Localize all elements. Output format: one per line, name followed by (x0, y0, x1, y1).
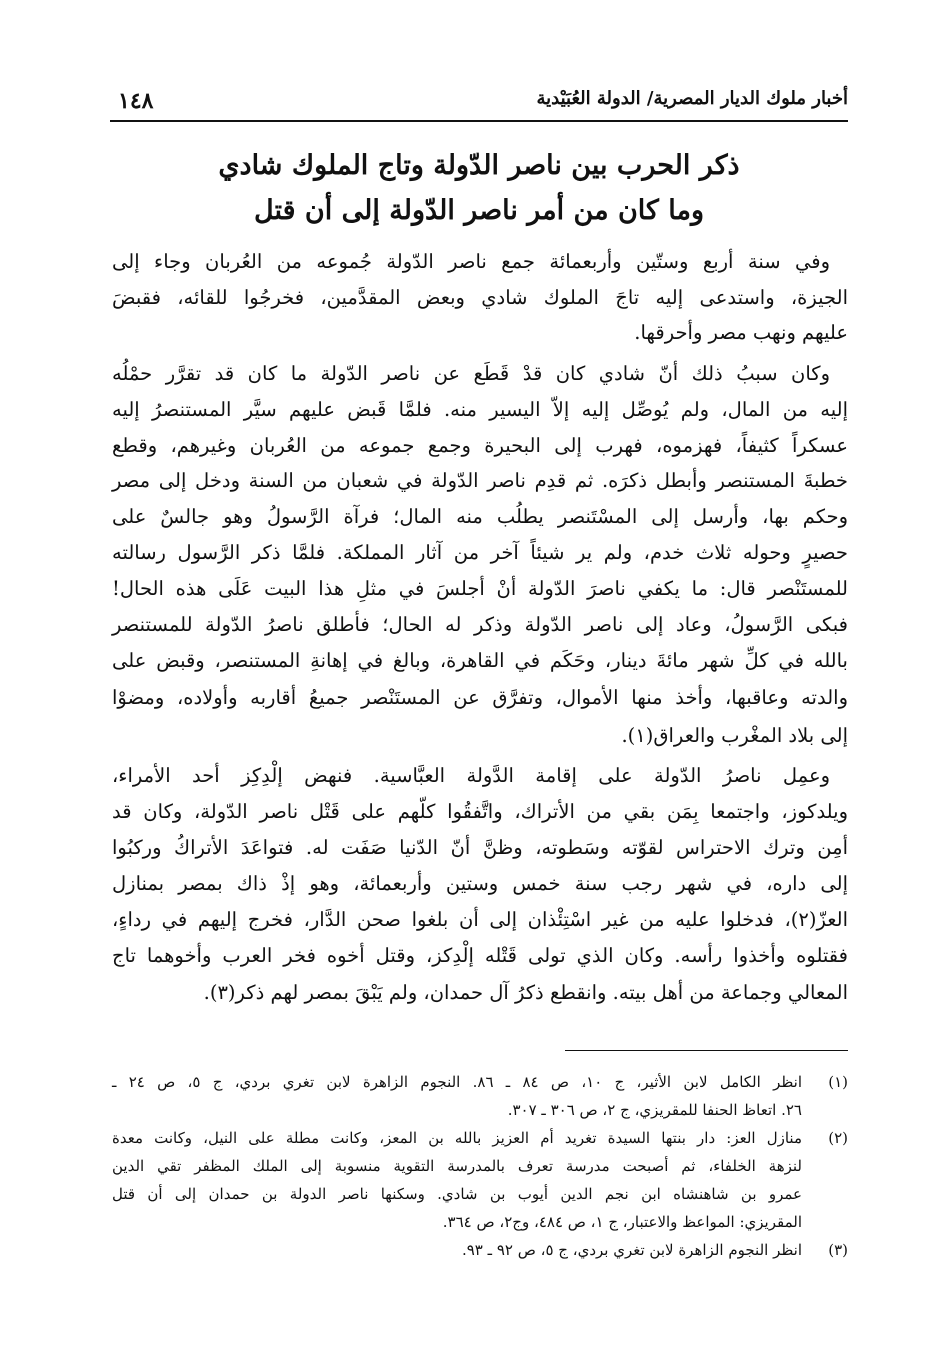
footnote-divider (565, 1050, 848, 1051)
paragraph-2-line: وحكم بها، وأرسل إلى المسْتَنصر يطلُب منه المال؛ فرآة الرَّسولُ وهو جالسٌ على (112, 505, 848, 528)
footnote-line: انظر النجوم الزاهرة لابن تغري بردي، ج ٥، ص ٩٢ ـ ٩٣. (461, 1241, 802, 1259)
paragraph-2-line: عسكراً كثيفاً، فهزموه، فهرب إلى البحيرة وجمع جموعه من العُربان وغيرهم، وقطع (112, 434, 848, 457)
footnote-line: المقريزي: المواعظ والاعتبار، ج ١، ص ٤٨٤، وج٢، ص ٣٦٤. (442, 1213, 802, 1231)
footnote-line: لنزهة الخلفاء، ثم أصبحت مدرسة تعرف بالمدرسة التقوية منسوبة إلى الملك المظفر تقي الدين (112, 1157, 802, 1175)
paragraph-2-line: بالله في كلِّ شهر مائةَ دينار، وحَكَم في القاهرة، وبالغ في إهانةِ المستنصر، وقبض على (112, 649, 848, 672)
paragraph-2-line: خطبةَ المستنصر وأبطل ذكرَه. ثم قدِم ناصر الدّولة في شعبان من السنة ودخل إلى مصر (112, 469, 848, 492)
paragraph-3-line: إلى داره، في شهر رجب سنة خمس وستين وأربعمائة، وهو إذْ ذاك بمصر بمنازل (112, 872, 848, 895)
paragraph-3-line: فقتلوه وأخذوا رأسه. وكان الذي تولى قَتْله إلْدِكز، وقتل أخوه فخر العرب وأخوهما تاج (112, 944, 848, 967)
paragraph-2-line: إليه من المال، ولم يُوصِّل إليه إلاّ اليسير منه. فلمَّا قَبض عليهم سيَّر المستنصرُ إليه (112, 398, 848, 421)
footnote-number: (٣) (828, 1241, 848, 1259)
page-number: ١٤٨ (118, 88, 154, 114)
footnote-number: (٢) (828, 1129, 848, 1147)
paragraph-3-line: أمِن وترك الاحتراس لقوّته وسَطوته، وظنَّ أنّ الدّنيا صَفَت له. فتواعَدَ الأتراكُ وركبُوا (112, 836, 848, 859)
paragraph-2-line: والدته وعاقبها، وأخذ منها الأموال، وتفرَّق عن المستَنْصر جميعُ أقاربه وأولاده، ومضوْا (112, 686, 848, 709)
paragraph-3-line: المعالي وجماعة من أهل بيته. وانقطع ذكرُ آل حمدان، ولم يَبْقَ بمصر لهم ذكر(٣). (203, 981, 848, 1004)
paragraph-2-line: حصيرٍ وحوله ثلاث خدم، ولم ير شيئاً آخر من آثار المملكة. فلمَّا ذكر الرَّسول رسالته (112, 541, 848, 564)
footnote-line: ٢٦. اتعاظ الحنفا للمقريزي، ج ٢، ص ٣٠٦ ـ ٣٠٧. (507, 1101, 802, 1119)
footnote-line: عمرو بن شاهنشاه ابن نجم الدين أيوب بن شادي. وسكنها ناصر الدولة بن حمدان إلى أن قتل (112, 1185, 802, 1203)
paragraph-2-line: وكان سببُ ذلك أنّ شادي كان قدْ قَطَع عن ناصر الدّولة ما كان قد تقرَّر حمْلُه (112, 362, 830, 385)
paragraph-3-line: وعمِل ناصرُ الدّولة على إقامة الدَّولة العبَّاسية. فنهض إلْدِكِز أحد الأمراء، (112, 764, 830, 787)
paragraph-1-line: عليهم ونهب مصر وأحرقها. (634, 321, 848, 344)
footnote-line: انظر الكامل لابن الأثير، ج ١٠، ص ٨٤ ـ ٨٦. النجوم الزاهرة لابن تغري بردي، ج ٥، ص ٢٤ ـ (112, 1073, 803, 1091)
running-title: أخبار ملوك الديار المصرية/ الدولة العُبَيْدية (536, 88, 848, 109)
page-header (110, 86, 848, 122)
chapter-title-line-2: وما كان من أمر ناصر الدّولة إلى أن قتل (254, 195, 704, 226)
paragraph-2-line: للمستَنْصر قال: ما يكفي ناصرَ الدّولة أنْ أجلسَ في مثلِ هذا البيت عَلَى هذه الحال! (112, 577, 848, 600)
paragraph-3-line: العزّ(٢)، فدخلوا عليه من غير اسْتِئْذان إلى أن بلغوا صحن الدَّار، فخرج إليهم في رداءٍ، (112, 908, 848, 931)
paragraph-2-line: فبكى الرَّسولُ، وعاد إلى ناصر الدّولة وذكر له الحال؛ فأطلق ناصرُ الدّولة للمستنصر (112, 613, 848, 636)
footnote-number: (١) (828, 1073, 848, 1091)
paragraph-2-line: إلى بلاد المغْرب والعراق(١). (621, 724, 848, 747)
paragraph-3-line: ويلدكوز، واجتمعا بِمَن بقي من الأتراك، واتَّفقُوا كلّهم على قَتْل ناصر الدّولة، وكان قد (112, 800, 848, 823)
paragraph-1-line: الجيزة، واستدعى إليه تاجَ الملوك شادي وبعض المقدَّمين، فخرجُوا للقائه، فقبضَ (112, 286, 848, 309)
footnote-line: منازل العز: دار بنتها السيدة تغريد أم العزيز بالله بن المعز، وكانت مطلة على النيل، وكانت معدة (112, 1129, 802, 1147)
chapter-title-line-1: ذكر الحرب بين ناصر الدّولة وتاج الملوك شادي (218, 150, 740, 181)
paragraph-1-line: وفي سنة أربع وستّين وأربعمائة جمع ناصر الدّولة جُموعه من العُربان وجاء إلى (112, 250, 830, 273)
